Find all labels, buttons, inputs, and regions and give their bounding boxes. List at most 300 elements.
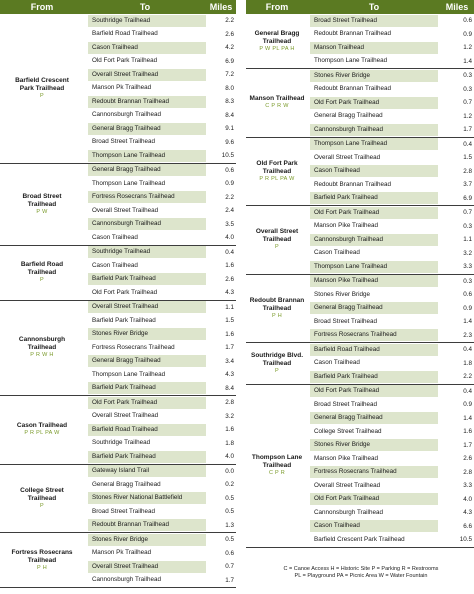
to-trailhead: Cason Trailhead [314,359,360,367]
miles-value: 8.0 [225,84,234,92]
miles-value: 1.8 [463,359,472,367]
from-trailhead-name: Cason Trailhead [16,422,68,430]
miles-value: 3.3 [463,263,472,270]
to-trailhead: Cannonsburgh Trailhead [310,234,438,246]
miles-value: 0.9 [463,30,472,38]
to-trailhead: Old Fort Park Trailhead [310,97,438,109]
amenity-codes: C P R [268,470,286,476]
to-trailhead: Cason Trailhead [92,261,138,269]
table-row [310,398,474,412]
table-row [88,492,236,506]
to-trailhead: Thompson Lane Trailhead [92,370,166,378]
table-row [88,55,236,69]
table-row [88,478,236,492]
to-trailhead: Redoubt Brannan Trailhead [314,85,392,93]
to-trailhead: Cason Trailhead [92,233,138,241]
to-trailhead: Redoubt Brannan Trailhead [88,519,206,531]
miles-value: 1.5 [225,317,234,324]
table-row [88,82,236,96]
to-trailhead: Redoubt Brannan Trailhead [88,96,206,108]
miles-value: 0.0 [225,467,234,475]
table-row [310,412,474,426]
right-table-body [246,14,474,548]
table-row [310,439,474,453]
table-row [310,425,474,439]
miles-value: 1.7 [463,126,472,133]
table-row [88,410,236,424]
to-trailhead: Barfield Park Trailhead [88,273,206,285]
miles-value: 0.6 [225,549,234,557]
legend-line: PL = Playground PA = Picnic Area W = Water Fountain [294,573,428,579]
miles-value: 0.9 [463,304,472,312]
miles-value: 9.6 [225,138,234,146]
from-cell [246,138,308,206]
table-row [88,231,236,245]
to-trailhead: Cannonsburgh Trailhead [92,576,161,584]
from-trailhead-name: Redoubt Brannan Trailhead [249,296,305,312]
left-table [0,0,236,588]
to-trailhead: Old Fort Park Trailhead [88,397,206,409]
table-row [88,246,236,260]
trailhead-group [246,138,474,207]
amenity-codes: P [40,92,44,99]
miles-value: 3.3 [463,482,472,489]
to-trailhead: Fortress Rosecrans Trailhead [92,343,175,351]
from-trailhead-name: Overall Street Trailhead [255,228,299,244]
to-trailhead: Manson Pike Trailhead [314,454,379,462]
to-trailhead: Redoubt Brannan Trailhead [314,180,392,188]
trailhead-group [0,396,236,465]
table-row [88,574,236,588]
to-trailhead: Thompson Lane Trailhead [92,179,166,187]
table-row [88,95,236,109]
to-trailhead: General Bragg Trailhead [88,164,206,176]
miles-value: 0.4 [225,248,234,256]
table-row [88,465,236,479]
to-trailhead: Cannonsburgh Trailhead [310,124,438,136]
to-trailhead: Cason Trailhead [314,249,360,257]
from-cell [0,301,84,396]
table-row [88,396,236,410]
table-row [310,138,474,152]
table-row [310,123,474,137]
to-trailhead: General Bragg Trailhead [88,355,206,367]
miles-value: 1.6 [463,428,472,435]
to-trailhead: Stones River Bridge [310,70,438,82]
miles-value: 1.7 [463,441,472,449]
amenity-codes: P [40,502,44,509]
table-row [310,385,474,399]
miles-value: 2.4 [225,207,234,214]
miles-value: 1.5 [463,154,472,161]
table-row [88,533,236,547]
miles-value: 1.3 [225,521,234,529]
to-trailhead: Broad Street Trailhead [92,138,156,146]
table-row [88,547,236,561]
to-trailhead: General Bragg Trailhead [314,112,383,120]
miles-value: 0.3 [463,85,472,93]
table-row [310,357,474,371]
from-trailhead-name: Broad Street Trailhead [22,192,62,208]
table-row [88,149,236,163]
table-row [310,260,474,274]
trailhead-group [246,206,474,275]
miles-value: 0.5 [225,494,234,502]
trailhead-group [0,465,236,534]
miles-value: 1.2 [463,112,472,120]
miles-value: 2.6 [225,275,234,283]
trailhead-group [246,385,474,548]
to-trailhead: Overall Street Trailhead [88,301,206,313]
table-row [310,479,474,493]
table-row [310,466,474,480]
miles-value: 0.4 [463,140,472,148]
to-trailhead: Barfield Crescent Park Trailhead [314,535,405,543]
miles-value: 1.7 [225,576,234,584]
from-trailhead-name: Cannonsburgh Trailhead [18,336,66,352]
amenity-codes: P H [272,312,282,319]
to-trailhead: Old Fort Park Trailhead [92,57,158,65]
miles-value: 0.9 [225,180,234,187]
table-row [88,204,236,218]
miles-value: 0.5 [225,536,234,543]
miles-value: 0.3 [463,222,472,230]
to-trailhead: General Bragg Trailhead [310,412,438,424]
to-trailhead: Stones River Bridge [314,290,370,298]
amenity-codes: P [40,277,44,283]
miles-value: 2.6 [463,455,472,462]
to-trailhead: Broad Street Trailhead [310,15,438,27]
table-row [88,560,236,574]
miles-value: 3.2 [463,249,472,257]
table-row [310,315,474,329]
miles-value: 4.3 [463,509,472,516]
to-trailhead: Broad Street Trailhead [92,507,156,515]
miles-value: 2.3 [463,331,472,339]
table-row [88,136,236,150]
to-trailhead: Stones River Bridge [88,328,206,340]
to-trailhead: Barfield Park Trailhead [310,192,438,204]
table-row [88,259,236,273]
amenity-codes: P H [37,564,47,571]
trailhead-group [246,343,474,385]
miles-value: 8.3 [225,98,234,105]
miles-value: 1.1 [463,236,472,243]
from-trailhead-name: Barfield Road Trailhead [20,261,64,276]
to-trailhead: Barfield Park Trailhead [88,382,206,394]
miles-value: 6.6 [463,522,472,530]
miles-value: 0.6 [225,166,234,174]
to-trailhead: General Bragg Trailhead [310,302,438,314]
trailhead-group [246,69,474,138]
table-row [310,206,474,220]
miles-value: 3.7 [463,181,472,188]
left-table-header [0,0,236,14]
miles-value: 1.4 [463,318,472,325]
miles-value: 0.6 [463,17,472,24]
to-trailhead: Manson Pk Trailhead [92,84,152,92]
miles-value: 0.4 [463,387,472,395]
miles-value: 4.0 [225,453,234,460]
to-trailhead: Manson Pike Trailhead [314,222,379,230]
to-trailhead: Overall Street Trailhead [314,153,381,161]
trailhead-group [246,275,474,344]
to-trailhead: Stones River National Battlefield [88,492,206,504]
table-row [310,151,474,165]
miles-value: 0.4 [463,346,472,353]
table-row [310,533,474,547]
trailhead-group [0,301,236,397]
miles-value: 6.9 [225,57,234,65]
miles-value: 2.2 [463,373,472,380]
miles-value: 4.2 [225,44,234,51]
table-row [88,437,236,451]
miles-value: 4.0 [225,234,234,241]
table-row [310,14,474,28]
from-trailhead-name: Southridge Blvd. Trailhead [251,351,303,367]
to-trailhead: Cannonsburgh Trailhead [314,508,383,516]
to-trailhead: Barfield Park Trailhead [310,371,438,383]
table-row [310,275,474,289]
from-cell [246,275,308,343]
table-row [88,505,236,519]
miles-value: 1.7 [225,344,234,351]
to-trailhead: Redoubt Brannan Trailhead [314,30,392,38]
miles-value: 8.4 [225,384,234,392]
miles-value: 0.3 [463,277,472,285]
table-row [310,220,474,234]
to-trailhead: Cason Trailhead [310,520,438,532]
miles-value: 3.4 [225,357,234,365]
miles-value: 10.5 [221,152,234,159]
table-row [310,69,474,83]
to-trailhead: Southridge Trailhead [92,439,151,447]
from-trailhead-name: General Bragg Trailhead [254,29,300,45]
to-trailhead: Cannonsburgh Trailhead [88,218,206,230]
trailhead-group [0,533,236,588]
to-trailhead: Cannonsburgh Trailhead [92,111,161,119]
to-trailhead: Thompson Lane Trailhead [310,138,438,150]
table-row [88,314,236,328]
table-row [310,302,474,316]
miles-value: 0.6 [463,291,472,298]
to-trailhead: Old Fort Park Trailhead [310,493,438,505]
miles-value: 9.1 [225,125,234,132]
trailhead-group [0,14,236,164]
table-row [310,329,474,343]
to-trailhead: College Street Trailhead [314,427,382,435]
miles-header: Miles [209,2,233,12]
to-trailhead: Overall Street Trailhead [92,412,159,420]
amenity-codes: P W [36,208,48,215]
from-trailhead-name: Fortress Rosecrans Trailhead [11,548,73,564]
table-row [310,233,474,247]
from-cell [0,396,84,464]
miles-value: 2.6 [225,30,234,38]
amenity-codes: P W PL PA H [259,45,295,52]
from-cell [0,14,84,163]
to-trailhead: Southridge Trailhead [88,246,206,258]
to-trailhead: Stones River Bridge [88,534,206,546]
to-trailhead: Fortress Rosecrans Trailhead [310,329,438,341]
table-row [88,341,236,355]
to-trailhead: Manson Trailhead [310,42,438,54]
from-trailhead-name: Barfield Crescent Park Trailhead [15,76,69,92]
miles-value: 4.3 [225,371,234,378]
table-row [88,273,236,287]
to-trailhead: Overall Street Trailhead [88,69,206,81]
miles-value: 0.7 [463,209,472,216]
from-header: From [265,2,289,12]
miles-value: 0.7 [463,99,472,106]
table-row [310,178,474,192]
table-row [88,286,236,300]
from-cell [246,14,308,68]
miles-value: 2.2 [225,17,234,24]
to-trailhead: Manson Pike Trailhead [310,275,438,287]
table-row [310,493,474,507]
miles-value: 0.2 [225,481,234,488]
miles-value: 1.4 [463,414,472,422]
miles-value: 1.6 [225,330,234,338]
miles-header: Miles [445,2,469,12]
miles-value: 1.2 [463,44,472,51]
table-row [310,96,474,110]
from-trailhead-name: Thompson Lane Trailhead [251,454,303,469]
to-trailhead: Fortress Rosecrans Trailhead [310,466,438,478]
table-row [88,382,236,396]
trailhead-group [0,164,236,246]
table-row [310,370,474,384]
from-cell [0,465,84,533]
to-trailhead: Cason Trailhead [88,42,206,54]
from-cell [246,385,308,547]
table-row [88,164,236,178]
to-trailhead: Fortress Rosecrans Trailhead [88,191,206,203]
table-row [88,68,236,82]
table-row [310,192,474,206]
to-trailhead: Barfield Road Trailhead [88,424,206,436]
table-row [88,450,236,464]
from-trailhead-name: College Street Trailhead [20,486,64,502]
left-table-body [0,14,236,588]
amenity-codes: C P R W [265,103,289,110]
from-trailhead-name: Manson Trailhead [249,95,305,103]
table-row [88,355,236,369]
miles-value: 4.3 [225,289,234,296]
from-cell [0,164,84,245]
table-row [88,122,236,136]
legend [248,566,474,580]
to-trailhead: Thompson Lane Trailhead [314,57,388,65]
miles-value: 0.7 [225,563,234,570]
table-row [88,328,236,342]
amenity-codes: P R PL PA W [259,175,295,182]
table-row [88,423,236,437]
miles-value: 0.3 [463,72,472,79]
table-row [88,301,236,315]
table-row [88,28,236,42]
to-trailhead: Barfield Road Trailhead [310,344,438,356]
miles-value: 0.9 [463,401,472,408]
to-trailhead: Overall Street Trailhead [92,206,159,214]
to-trailhead: Broad Street Trailhead [314,400,378,408]
legend-line: C = Canoe Access H = Historic Site P = Parking R = Restrooms [283,566,439,572]
from-trailhead-name: Old Fort Park Trailhead [256,159,298,175]
miles-value: 2.8 [225,399,234,406]
amenity-codes: P [275,244,279,251]
to-trailhead: Manson Pk Trailhead [92,549,152,557]
table-row [310,41,474,55]
miles-value: 8.4 [225,111,234,119]
table-row [310,288,474,302]
table-row [310,247,474,261]
miles-value: 1.8 [225,439,234,447]
to-trailhead: General Bragg Trailhead [88,123,206,135]
table-row [310,28,474,42]
table-row [88,109,236,123]
from-header: From [30,2,54,12]
to-trailhead: Barfield Park Trailhead [88,451,206,463]
from-cell [0,246,84,300]
from-cell [0,533,84,587]
table-row [310,110,474,124]
table-row [88,368,236,382]
trailhead-group [0,246,236,301]
to-trailhead: Old Fort Park Trailhead [92,288,158,296]
miles-value: 1.1 [225,303,234,311]
to-trailhead: Barfield Road Trailhead [92,30,158,38]
to-trailhead: Barfield Park Trailhead [92,316,156,324]
right-table [246,0,474,548]
table-row [88,218,236,232]
to-trailhead: Thompson Lane Trailhead [310,261,438,273]
to-trailhead: Overall Street Trailhead [88,561,206,573]
to-trailhead: Gateway Island Trail [88,465,206,477]
miles-value: 2.2 [225,193,234,201]
table-row [88,177,236,191]
amenity-codes: P R W H [30,352,54,359]
to-header: To [139,2,151,12]
to-trailhead: Cason Trailhead [310,165,438,177]
to-header: To [368,2,380,12]
table-row [310,83,474,97]
miles-value: 0.5 [225,508,234,515]
table-row [88,41,236,55]
to-trailhead: Southridge Trailhead [88,15,206,27]
miles-value: 1.6 [225,426,234,433]
table-row [310,452,474,466]
table-row [310,165,474,179]
table-row [310,520,474,534]
miles-value: 6.9 [463,194,472,202]
miles-value: 2.8 [463,468,472,476]
to-trailhead: Overall Street Trailhead [314,481,381,489]
to-trailhead: General Bragg Trailhead [92,480,161,488]
miles-value: 2.8 [463,167,472,175]
miles-value: 1.6 [225,262,234,269]
table-row [88,519,236,533]
miles-value: 4.0 [463,495,472,503]
to-trailhead: Old Fort Park Trailhead [310,207,438,219]
from-cell [246,69,308,137]
table-row [88,14,236,28]
miles-value: 10.5 [459,536,472,543]
amenity-codes: P R PL PA W [24,430,60,437]
miles-value: 7.2 [225,71,234,78]
table-row [310,55,474,69]
miles-value: 3.5 [225,220,234,228]
